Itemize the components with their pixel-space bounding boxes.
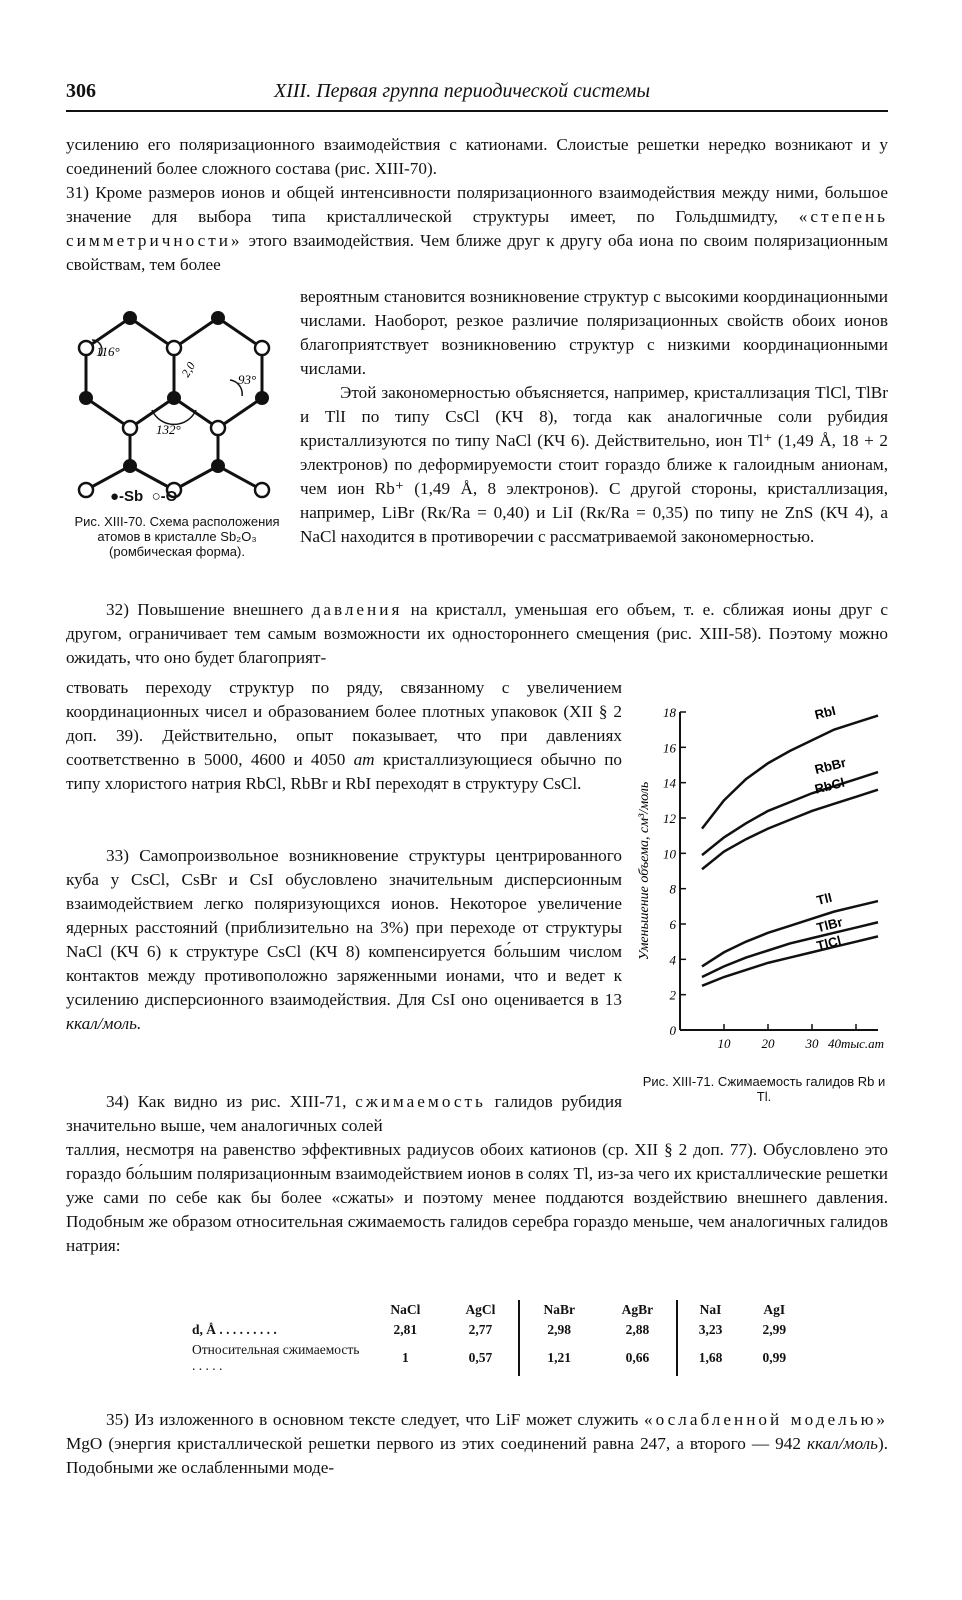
paragraph-intro	[66, 133, 888, 181]
table-cell: 3,23	[677, 1320, 742, 1340]
table-header: AgI	[763, 1302, 786, 1317]
legend-o: ○-O	[151, 488, 178, 505]
table-header: NaCl	[390, 1302, 421, 1317]
y-tick-label: 2	[669, 987, 676, 1003]
p33-text-a: 33) Самопроизвольное возникновение структуры центрированного куба у CsCl, CsBr и CsI обусловлено значительным дисперсионным взаимодействием легко поляризующихся ионов. Некоторое увеличение ядерных расстояний (приблизительно на 3%) при переходе от структуры NaCl (КЧ 6) к структуре CsCl (КЧ 8) компенсируется бо́льшим числом контактов между противоположно заряженными ионами, что и ведет к усилению дисперсионного взаимодействия. Для CsI оно оценивается в 13	[66, 846, 622, 1009]
p35-text-a: 35) Из изложенного в основном тексте следует, что LiF может служить	[106, 1410, 639, 1429]
table-row	[186, 1340, 806, 1376]
p32-spaced: давления	[311, 600, 403, 619]
page-number: 306	[66, 80, 96, 102]
table-cell: 2,81	[393, 1322, 418, 1337]
figure-70-legend	[110, 489, 177, 504]
row-label-d: d, Å . . . . . . . . .	[192, 1322, 277, 1337]
y-tick-label: 14	[663, 775, 676, 791]
y-tick-label: 6	[669, 917, 676, 932]
series-line-rbbr	[702, 772, 878, 855]
table-cell: 1,21	[519, 1340, 598, 1376]
series-label-tli: TlI	[815, 889, 834, 908]
paragraph-32	[66, 598, 888, 670]
paragraph-34-cont	[66, 1138, 888, 1258]
y-tick-label: 16	[663, 740, 676, 756]
table-header-row	[186, 1300, 806, 1320]
p34-spaced: сжимаемость	[355, 1092, 486, 1111]
table-cell: 2,88	[625, 1322, 650, 1337]
figure-71-chart	[632, 700, 888, 1060]
page-header	[66, 80, 888, 112]
p35-text-b: MgO (энергия кристаллической решетки первого из этих соединений равна 247, а второго — 942	[66, 1434, 801, 1453]
table-cell: 2,99	[762, 1322, 787, 1337]
table-cell: 0,66	[625, 1350, 650, 1365]
y-tick-label: 10	[663, 846, 676, 862]
p31-text-d: Этой закономерностью объясняется, например, кристаллизация TlCl, TlBr и TlI по типу CsCl (КЧ 8), тогда как аналогичные соли рубидия кристаллизуются по типу NaCl (КЧ 6). Действительно, ион Tl⁺ (1,49 Å, 18 + 2 электронов) по деформируемости стоит гораздо ближе к галоидным анионам, чем ион Rb⁺ (1,49 Å, 8 электронов). С другой стороны, кристаллизация, например, LiBr (Rк/Rа = 0,40) и LiI (Rк/Rа = 0,35) по типу не ZnS (КЧ 4), а NaCl находится в противоречии с рассматриваемой закономерностью.	[300, 383, 888, 546]
x-tick-label: 10	[717, 1036, 731, 1051]
p32-unit: ат	[353, 750, 375, 769]
paragraph-31	[66, 181, 888, 277]
p35-spaced: «ослабленной моделью»	[644, 1410, 889, 1429]
table-header: NaI	[677, 1300, 742, 1320]
p32-text-b: на кристалл, уменьшая его объем, т. е. сближая ионы друг с другом, ограничивает тем самым возможности их одностороннего смещения (рис. XIII-58). Поэтому можно ожидать, что оно будет благоприят-	[66, 600, 888, 667]
angle-116: 116°	[96, 344, 120, 359]
running-title: XIII. Первая группа периодической системы	[274, 80, 651, 102]
bond-length-label: 2,0	[178, 359, 199, 380]
table-header: NaBr	[519, 1300, 598, 1320]
table-cell: 0,99	[762, 1350, 787, 1365]
p34-text-b: галидов рубидия значительно выше, чем аналогичных солей	[66, 1092, 622, 1135]
paragraph-33	[66, 844, 622, 1036]
p32-text-c: ствовать переходу структур по ряду, связанному с увеличением координационных чисел и образованием более плотных упаковок (XII § 2 доп. 39). Действительно, опыт показывает, что при давлениях соответственно в 5000, 4600 и 4050	[66, 678, 622, 769]
table-header: AgBr	[621, 1302, 654, 1317]
series-label-tlcl: TlCl	[815, 932, 843, 954]
table-cell: 1,68	[677, 1340, 742, 1376]
x-tick-label: 20	[761, 1036, 775, 1051]
p32-text-a: 32) Повышение внешнего	[106, 600, 304, 619]
paragraph-35	[66, 1408, 888, 1480]
figure-70-structure	[70, 300, 290, 510]
p35-unit: ккал/моль	[807, 1434, 878, 1453]
legend-sb: ●-Sb	[110, 488, 144, 505]
p34-text-a: 34) Как видно из рис. XIII-71,	[106, 1092, 347, 1111]
chart-ylabel: Уменьшение объема, см³/моль	[637, 781, 652, 961]
series-label-tlbr: TlBr	[815, 914, 844, 936]
silver-sodium-halides-table	[186, 1300, 806, 1376]
p31-text-c: вероятным становится возникновение структур с высокими координационными числами. Наоборот, резкое различие поляризационных свойств обоих ионов благоприятствует возникновению структур с низкими координационными числами.	[300, 287, 888, 378]
table-cell: 2,98	[519, 1320, 598, 1340]
y-tick-label: 0	[669, 1023, 676, 1038]
angle-93: 93°	[238, 372, 257, 387]
p31-spaced: «степень симметричности»	[66, 207, 888, 250]
table-row	[186, 1320, 806, 1340]
paragraph-31-cont	[300, 285, 888, 381]
y-tick-label: 8	[669, 881, 676, 897]
figure-71-caption: Рис. XIII-71. Сжимаемость галидов Rb и Tl.	[642, 1074, 886, 1104]
table-cell: 1	[401, 1350, 409, 1365]
table-cell: 2,77	[468, 1322, 493, 1337]
p32-text-d: кристаллизующиеся обычно по типу хлористого натрия RbCl, RbBr и RbI переходят в структуру CsCl.	[66, 750, 622, 793]
angle-132: 132°	[156, 422, 181, 437]
p33-unit: ккал/моль.	[66, 1014, 142, 1033]
series-line-rbi	[702, 716, 878, 829]
series-label-rbcl: RbCl	[813, 774, 847, 797]
x-tick-label: 30	[805, 1036, 819, 1051]
table-corner	[186, 1300, 368, 1320]
paragraph-32-cont	[66, 676, 622, 796]
p31-text-a: 31) Кроме размеров ионов и общей интенсивности поляризационного взаимодействия между ними, большое значение для выбора типа кристаллической структуры имеет, по Гольдшмидту,	[66, 183, 888, 226]
paragraph-34	[66, 1090, 622, 1138]
table-cell: 0,57	[468, 1350, 493, 1365]
figure-70-caption: Рис. XIII-70. Схема расположения атомов в кристалле Sb₂O₃ (ромбическая форма).	[74, 514, 280, 559]
x-tick-label: 40тыс.ат	[827, 1036, 885, 1051]
series-label-rbi: RbI	[813, 702, 838, 723]
series-label-rbbr: RbBr	[813, 754, 848, 777]
p31-text-b: этого взаимодействия. Чем ближе друг к другу оба иона по своим поляризационным свойствам, тем более	[66, 231, 889, 274]
paragraph-intro-text: усилению его поляризационного взаимодействия с катионами. Слоистые решетки нередко возникают и у соединений более сложного состава (рис. XIII-70).	[66, 135, 888, 178]
p35-text-c: ). Подобными же ослабленными моде-	[66, 1434, 889, 1477]
row-label-compressibility: Относительная сжимаемость . . . . .	[192, 1342, 360, 1373]
y-tick-label: 12	[663, 811, 676, 826]
y-tick-label: 18	[663, 705, 676, 720]
table-header: AgCl	[465, 1302, 496, 1317]
paragraph-31-example	[300, 381, 888, 549]
p34-text-c: таллия, несмотря на равенство эффективных радиусов обоих катионов (ср. XII § 2 доп. 77). Обусловлено это гораздо бо́льшим поляризационным взаимодействием ионов в солях Tl, из-за чего их кристаллические решетки уже сами по себе как бы более «сжаты» и поэтому менее поддаются воздействию внешнего давления. Подобным же образом относительная сжимаемость галидов серебра гораздо меньше, чем аналогичных галидов натрия:	[66, 1140, 888, 1255]
y-tick-label: 4	[669, 952, 676, 968]
